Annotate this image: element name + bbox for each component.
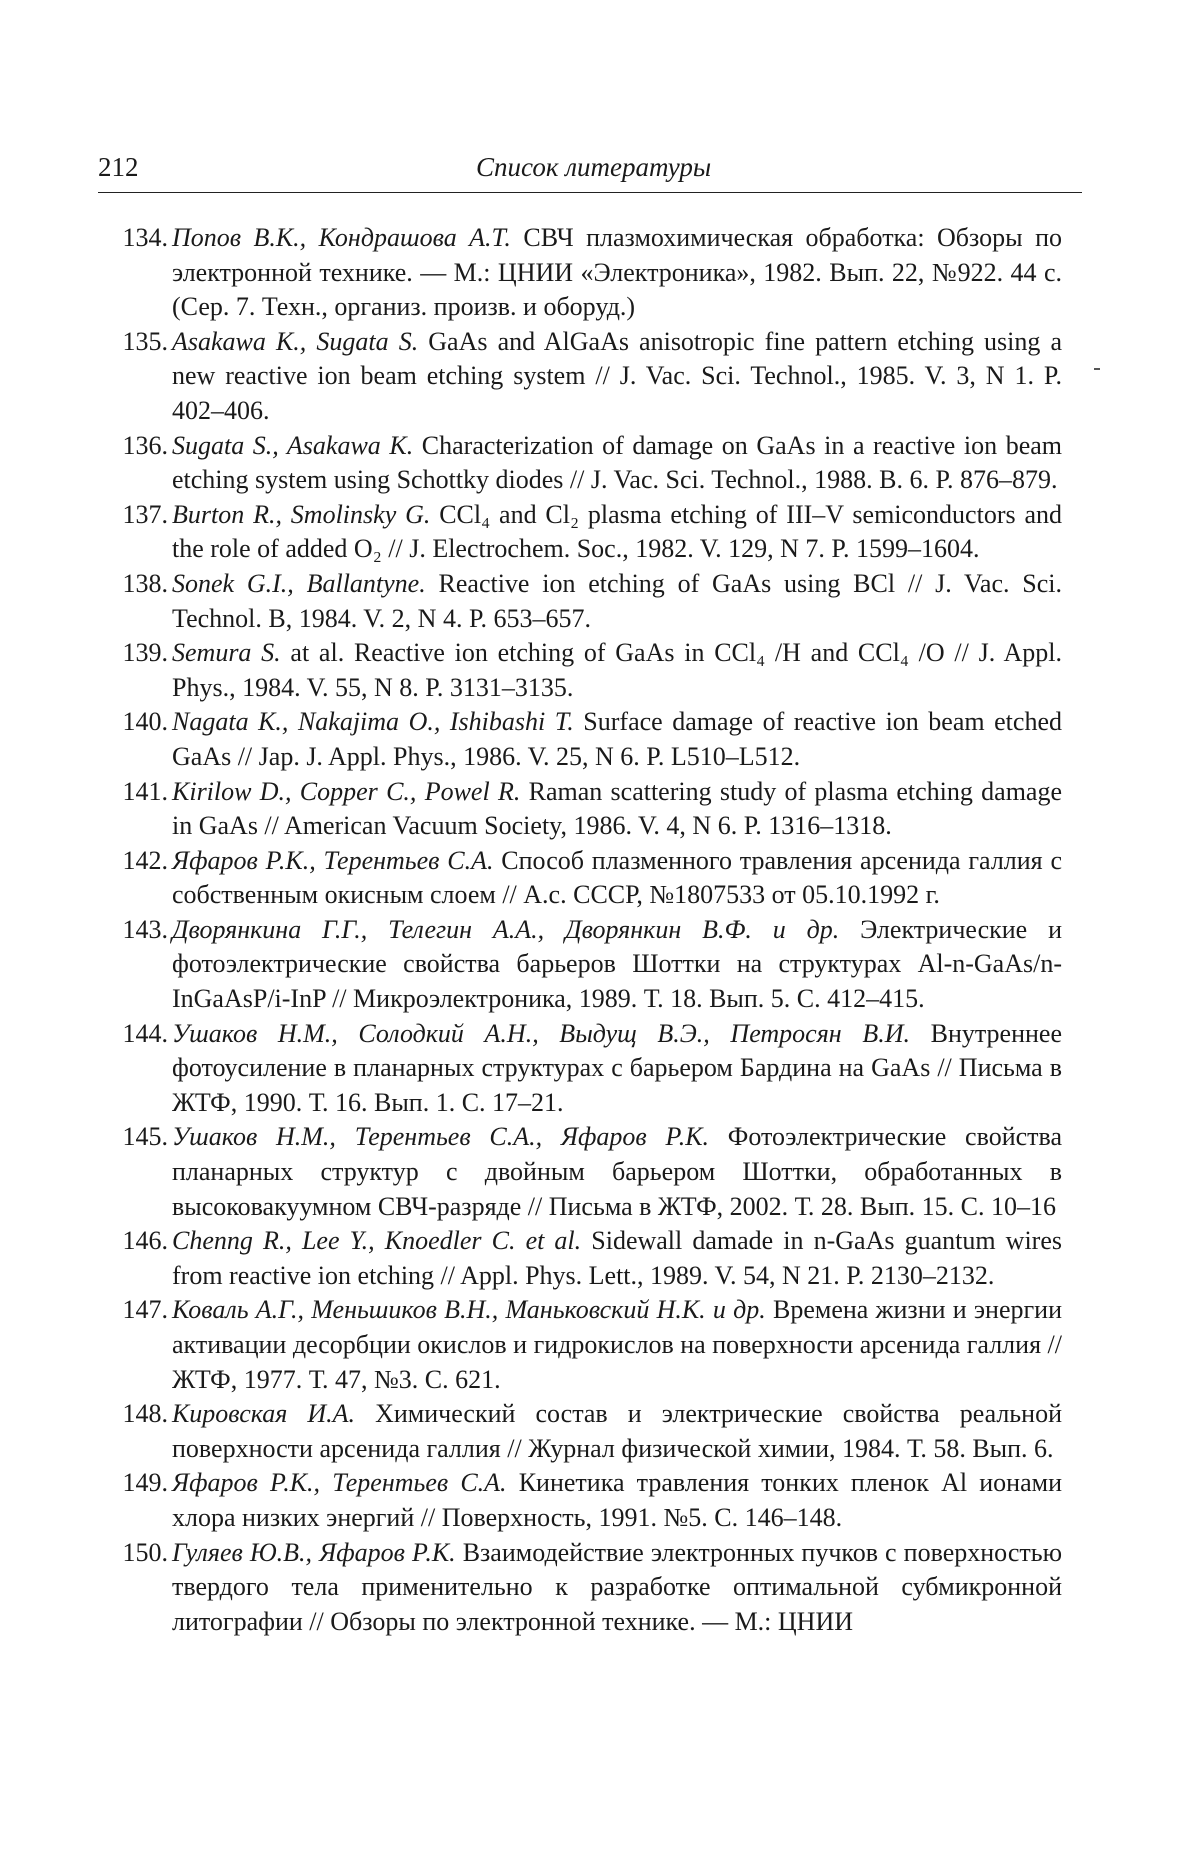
stray-mark <box>1094 368 1100 370</box>
reference-number: 144. <box>122 1018 168 1048</box>
reference-authors: Burton R., Smolinsky G. <box>172 499 431 529</box>
reference-text: Кинетика травления тонких пленок Al ионами хлора низких энергий // Поверхность, 1991. №5. С. 146–148. <box>172 1468 1062 1532</box>
page-number: 212 <box>98 152 139 182</box>
reference-text: СВЧ плазмохимическая обработка: Обзоры по электронной технике. — М.: ЦНИИ «Электроника», 1982. Вып. 22, №922. 44 с. (Сер. 7. Техн., организ. произв. и оборуд.) <box>172 223 1062 322</box>
reference-text: Raman scattering study of plasma etching damage in GaAs // American Vacuum Society, 1986. V. 4, N 6. P. 1316–1318. <box>172 776 1062 841</box>
reference-item <box>98 705 1062 774</box>
reference-item <box>98 567 1062 636</box>
reference-number: 149. <box>122 1468 168 1498</box>
reference-text: Внутреннее фотоусиление в планарных структурах с барьером Бардина на GaAs // Письма в ЖТФ, 1990. Т. 16. Вып. 1. С. 17–21. <box>172 1018 1062 1117</box>
reference-item <box>98 221 1062 325</box>
reference-text: Химический состав и электрические свойства реальной поверхности арсенида галлия // Журнал физической химии, 1984. Т. 58. Вып. 6. <box>172 1399 1062 1463</box>
page <box>98 150 1062 1639</box>
reference-authors: Sonek G.I., Ballantyne. <box>172 568 426 598</box>
page-header <box>98 150 1082 193</box>
reference-authors: Ушаков Н.М., Терентьев С.А., Яфаров Р.К. <box>172 1122 710 1152</box>
reference-authors: Яфаров Р.К., Терентьев С.А. <box>172 845 494 875</box>
reference-number: 146. <box>122 1226 168 1256</box>
reference-authors: Попов В.К., Кондрашова А.Т. <box>172 223 511 252</box>
reference-authors: Semura S. <box>172 638 281 668</box>
running-title: Список литературы <box>476 152 712 182</box>
reference-text: Способ плазменного травления арсенида галлия с собственным окисным слоем // А.с. СССР, №1807533 от 05.10.1992 г. <box>172 845 1062 910</box>
reference-text: Взаимодействие электронных пучков с поверхностью твердого тела применительно к разработке оптимальной субмикронной литографии // Обзоры по электронной технике. — М.: ЦНИИ <box>172 1537 1062 1636</box>
reference-number: 134. <box>122 223 168 252</box>
reference-item <box>98 844 1062 913</box>
reference-number: 143. <box>122 914 168 944</box>
reference-number: 137. <box>122 499 168 529</box>
reference-authors: Chenng R., Lee Y., Knoedler C. et al. <box>172 1226 582 1256</box>
reference-item <box>98 429 1062 498</box>
reference-text: at al. Reactive ion etching of GaAs in CCl₄ /H and CCl₄ /O // J. Appl. Phys., 1984. V. 55, N 8. P. 3131–3135. <box>172 638 1063 702</box>
reference-text: Surface damage of reactive ion beam etched GaAs // Jap. J. Appl. Phys., 1986. V. 25, N 6. P. L510–L512. <box>172 707 1062 771</box>
reference-text: Времена жизни и энергии активации десорбции окислов и гидрокислов на поверхности арсенида галлия // ЖТФ, 1977. Т. 47, №3. С. 621. <box>172 1295 1063 1394</box>
reference-item <box>98 325 1062 429</box>
reference-authors: Дворянкина Г.Г., Телегин А.А., Дворянкин В.Ф. и др. <box>172 914 840 944</box>
reference-number: 145. <box>122 1122 168 1152</box>
reference-authors: Kirilow D., Copper C., Powel R. <box>172 776 521 806</box>
reference-number: 139. <box>122 638 168 668</box>
reference-number: 135. <box>122 326 168 356</box>
reference-item <box>98 498 1062 567</box>
reference-authors: Sugata S., Asakawa K. <box>172 430 414 460</box>
reference-number: 142. <box>122 845 168 875</box>
reference-authors: Кировская И.А. <box>172 1399 356 1429</box>
reference-item <box>98 1017 1062 1121</box>
reference-item <box>98 1293 1062 1397</box>
reference-number: 147. <box>122 1295 168 1325</box>
reference-authors: Ушаков Н.М., Солодкий А.Н., Выдущ В.Э., Петросян В.И. <box>172 1018 910 1048</box>
reference-number: 148. <box>122 1399 168 1429</box>
reference-list <box>98 221 1062 1639</box>
reference-text: Reactive ion etching of GaAs using BCl // J. Vac. Sci. Technol. B, 1984. V. 2, N 4. P. 653–657. <box>172 568 1062 633</box>
reference-authors: Яфаров Р.К., Терентьев С.А. <box>172 1468 507 1498</box>
reference-number: 141. <box>122 776 168 806</box>
reference-text: Characterization of damage on GaAs in a reactive ion beam etching system using Schottky diodes // J. Vac. Sci. Technol., 1988. B. 6. P. 876–879. <box>172 430 1062 495</box>
reference-text: GaAs and AlGaAs anisotropic fine pattern etching using a new reactive ion beam etching system // J. Vac. Sci. Technol., 1985. V. 3, N 1. P. 402–406. <box>172 326 1063 425</box>
reference-item <box>98 1466 1062 1535</box>
reference-authors: Nagata K., Nakajima O., Ishibashi T. <box>172 707 574 737</box>
reference-authors: Asakawa K., Sugata S. <box>172 326 419 356</box>
reference-number: 136. <box>122 430 168 460</box>
reference-number: 138. <box>122 568 168 598</box>
reference-number: 140. <box>122 707 168 737</box>
reference-text: CCl₄ and Cl₂ plasma etching of III–V semiconductors and the role of added O₂ // J. Electrochem. Soc., 1982. V. 129, N 7. P. 1599–1604. <box>172 499 1062 564</box>
reference-item <box>98 636 1062 705</box>
reference-item <box>98 1120 1062 1224</box>
reference-item <box>98 1536 1062 1640</box>
reference-number: 150. <box>122 1537 168 1567</box>
reference-authors: Гуляев Ю.В., Яфаров Р.К. <box>172 1537 456 1567</box>
reference-text: Sidewall damade in n-GaAs guantum wires from reactive ion etching // Appl. Phys. Lett., 1989. V. 54, N 21. P. 2130–2132. <box>172 1226 1062 1290</box>
reference-item <box>98 1224 1062 1293</box>
reference-item <box>98 913 1062 1017</box>
reference-authors: Коваль А.Г., Меньшиков В.Н., Маньковский Н.К. и др. <box>172 1295 766 1325</box>
reference-item <box>98 775 1062 844</box>
reference-text: Фотоэлектрические свойства планарных структур с двойным барьером Шоттки, обработанных в высоковакуумном СВЧ-разряде // Письма в ЖТФ, 2002. Т. 28. Вып. 15. С. 10–16 <box>172 1122 1062 1221</box>
reference-text: Электрические и фотоэлектрические свойства барьеров Шоттки на структурах Al-n-GaAs/n-InGaAsP/i-InP // Микроэлектроника, 1989. Т. 18. Вып. 5. С. 412–415. <box>172 914 1062 1014</box>
reference-item <box>98 1397 1062 1466</box>
